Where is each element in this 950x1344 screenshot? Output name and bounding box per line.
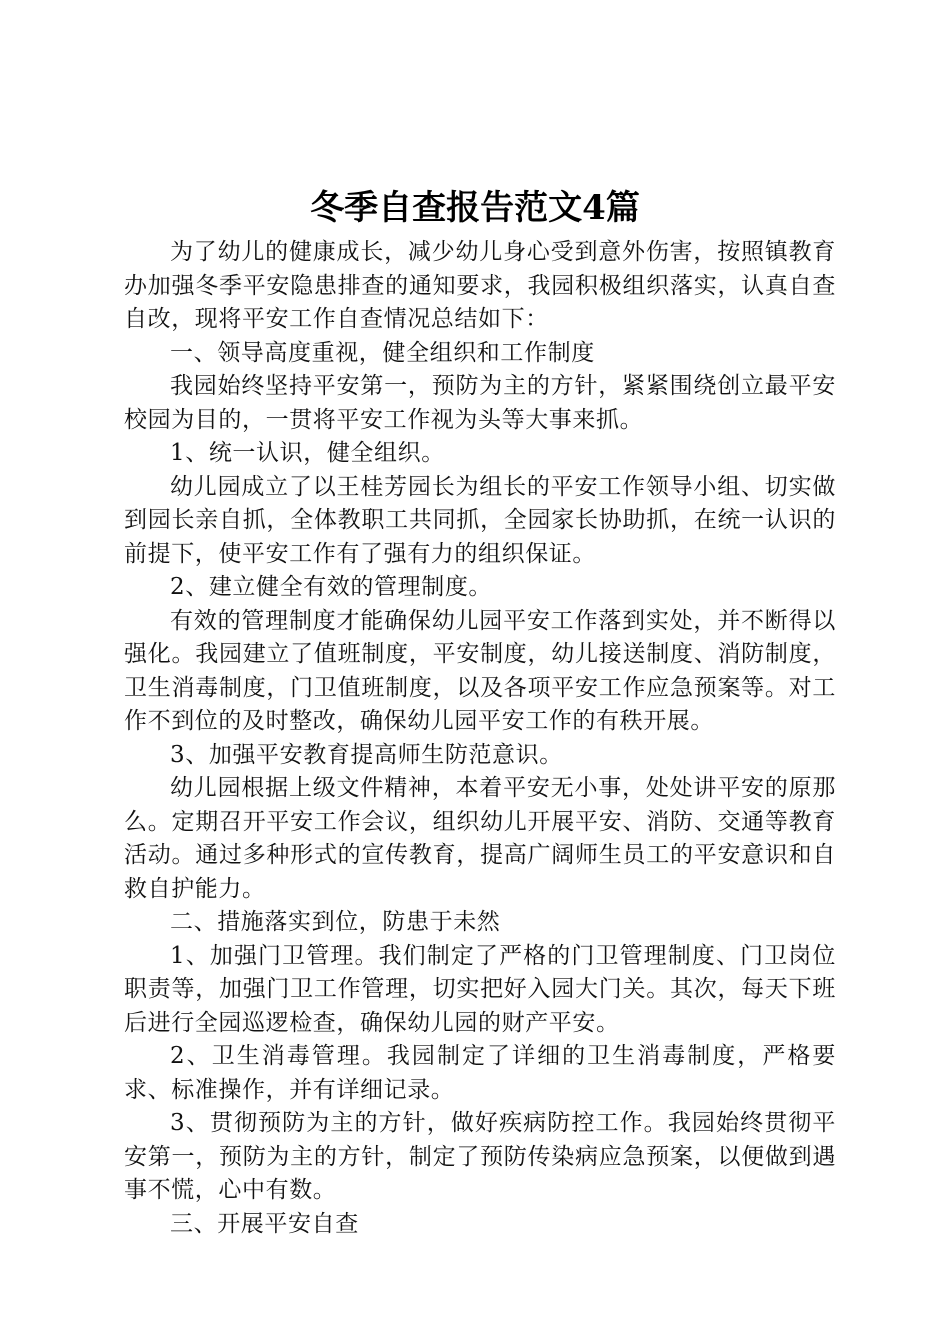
section-heading: 二、措施落实到位，防患于未然 — [170, 909, 501, 935]
document-body — [124, 236, 836, 1241]
paragraph: 1、加强门卫管理。我们制定了严格的门卫管理制度、门卫岗位职责等，加强门卫工作管理，切实把好入园大门关。其次，每天下班后进行全园巡逻检查，确保幼儿园的财产平安。 — [124, 942, 836, 1036]
subsection-heading: 3、加强平安教育提高师生防范意识。 — [170, 741, 563, 768]
paragraph: 我园始终坚持平安第一，预防为主的方针，紧紧围绕创立最平安校园为目的，一贯将平安工作视为头等大事来抓。 — [124, 373, 836, 433]
paragraph: 幼儿园根据上级文件精神，本着平安无小事，处处讲平安的原那么。定期召开平安工作会议，组织幼儿开展平安、消防、交通等教育活动。通过多种形式的宣传教育，提高广阔师生员工的平安意识和自救自护能力。 — [124, 775, 836, 902]
paragraph: 2、卫生消毒管理。我园制定了详细的卫生消毒制度，严格要求、标准操作，并有详细记录。 — [124, 1043, 836, 1103]
paragraph: 3、贯彻预防为主的方针，做好疾病防控工作。我园始终贯彻平安第一，预防为主的方针，制定了预防传染病应急预案，以便做到遇事不慌，心中有数。 — [124, 1110, 836, 1203]
section-heading: 三、开展平安自查 — [170, 1210, 359, 1237]
document-title: 冬季自查报告范文4篇 — [310, 188, 640, 228]
paragraph: 有效的管理制度才能确保幼儿园平安工作落到实处，并不断得以强化。我园建立了值班制度，平安制度，幼儿接送制度、消防制度，卫生消毒制度，门卫值班制度，以及各项平安工作应急预案等。对工作不到位的及时整改，确保幼儿园平安工作的有秩开展。 — [124, 607, 836, 734]
subsection-heading: 1、统一认识，健全组织。 — [170, 440, 445, 466]
paragraph: 幼儿园成立了以王桂芳园长为组长的平安工作领导小组、切实做到园长亲自抓，全体教职工共同抓，全园家长协助抓，在统一认识的前提下，使平安工作有了强有力的组织保证。 — [124, 473, 836, 567]
section-heading: 一、领导高度重视，健全组织和工作制度 — [170, 339, 595, 366]
paragraph: 为了幼儿的健康成长，减少幼儿身心受到意外伤害，按照镇教育办加强冬季平安隐患排查的通知要求，我园积极组织落实，认真自查自改，现将平安工作自查情况总结如下： — [124, 239, 836, 332]
subsection-heading: 2、建立健全有效的管理制度。 — [170, 574, 493, 600]
